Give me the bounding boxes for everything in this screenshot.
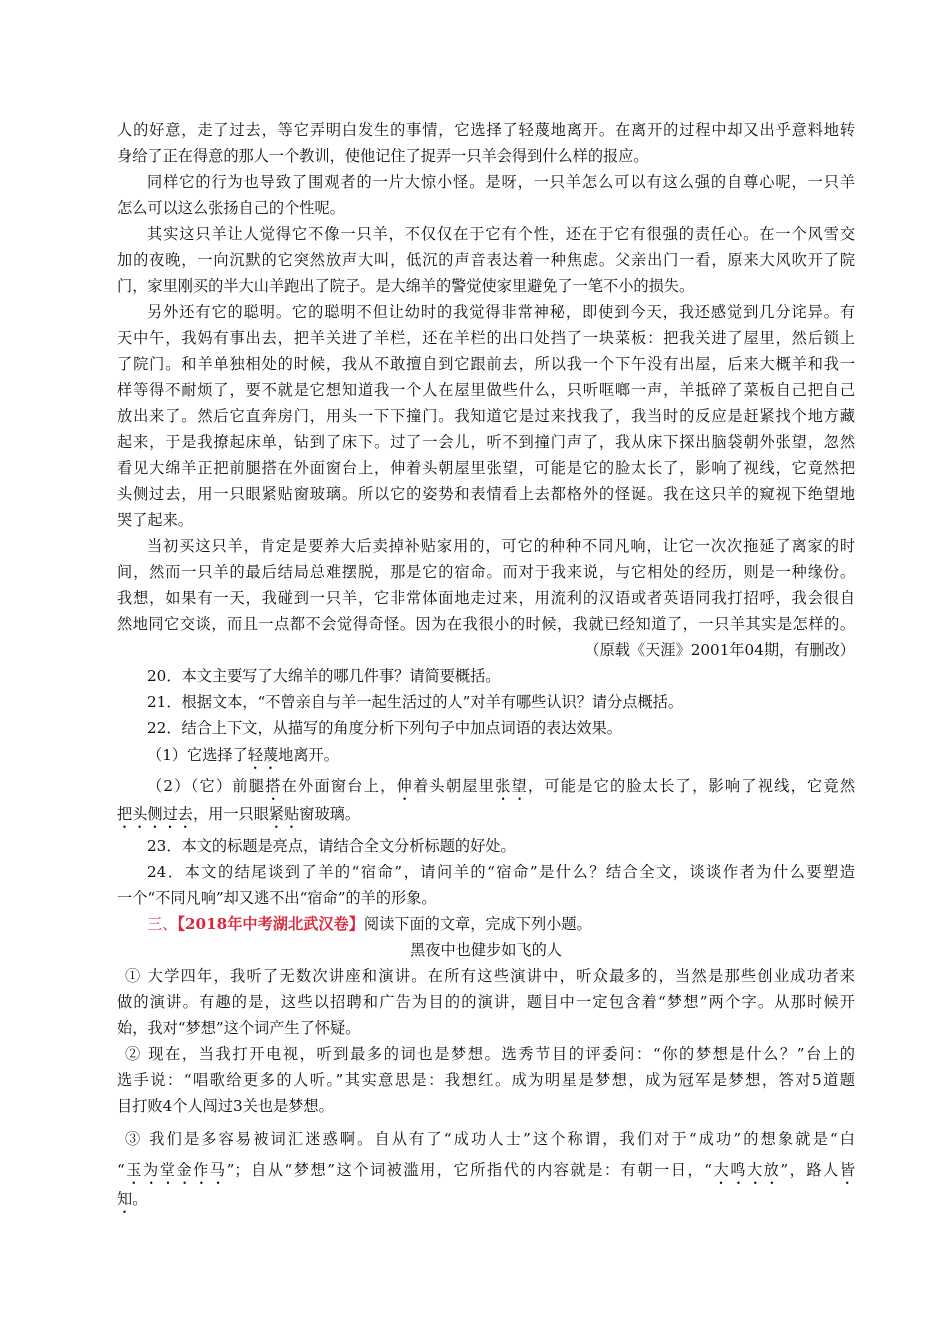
article-line: “玉为堂金作马”；自从“梦想”这个词被滥用，它所指代的内容就是：有朝一日，“大鸣大放”，路人皆 [117, 1161, 856, 1179]
passage-line: 其实这只羊让人觉得它不像一只羊，不仅仅在于它有个性，还在于它有很强的责任心。在一个风雪交 [147, 225, 855, 243]
passage-line: 怎么可以这么张扬自己的个性呢。 [117, 199, 345, 217]
section-3-header: 三、【2018年中考湖北武汉卷】阅读下面的文章，完成下列小题。 [147, 915, 592, 933]
exam-source-tag: 【2018年中考湖北武汉卷】 [177, 915, 364, 933]
passage-line: 身给了正在得意的那人一个教训，使他记住了捉弄一只羊会得到什么样的报应。 [117, 147, 649, 165]
article-line: 选手说：“唱歌给更多的人听。”其实意思是：我想红。成为明星是梦想，成为冠军是梦想，答对5道题 [117, 1071, 855, 1089]
article-line: ② 现在，当我打开电视，听到最多的词也是梦想。选秀节目的评委问：“你的梦想是什么？”台上的 [125, 1045, 855, 1063]
emphasized-word: 玉为堂金作马 [124, 1161, 227, 1179]
question-20: 20．本文主要写了大绵羊的哪几件事？请简要概括。 [147, 667, 501, 685]
passage-line: 我想，如果有一天，我碰到一只羊，它非常体面地走过来，用流利的汉语或者英语同我打招呼，我会很自 [117, 589, 855, 607]
question-22-item-2-cont: 把头侧过去，用一只眼紧贴窗玻璃。 [117, 805, 360, 823]
passage-line: 当初买这只羊，肯定是要养大后卖掉补贴家用的，可它的种种不同凡响，让它一次次拖延了离家的时 [147, 537, 855, 555]
passage-line: 同样它的行为也导致了围观者的一片大惊小怪。是呀，一只羊怎么可以有这么强的自尊心呢，一只羊 [147, 173, 855, 191]
emphasized-word: 大鸣大放 [712, 1161, 781, 1179]
question-22-item-2: （2）（它）前腿搭在外面窗台上，伸着头朝屋里张望，可能是它的脸太长了，影响了视线，它竟然 [147, 777, 856, 795]
passage-line: 样等得不耐烦了，要不就是它想知道我一个人在屋里做些什么，只听哐啷一声，羊抵碎了菜板自己把自己 [117, 381, 855, 399]
article-line: 做的演讲。有趣的是，这些以招聘和广告为目的的演讲，题目中一定包含着“梦想”两个字。从那时候开 [117, 993, 855, 1011]
article-line: 知。 [117, 1190, 148, 1208]
emphasized-word: 把头侧过去 [117, 805, 193, 823]
passage-line: 哭了起来。 [117, 511, 193, 529]
question-22: 22．结合上下文，从描写的角度分析下列句子中加点词语的表达效果。 [147, 719, 622, 737]
article-line: ③ 我们是多容易被词汇迷惑啊。自从有了“成功人士”这个称谓，我们对于“成功”的想象就是“白 [125, 1130, 855, 1148]
emphasized-word: 知 [117, 1190, 133, 1208]
article-title: 黑夜中也健步如飞的人 [410, 941, 562, 959]
passage-line: 间，然而一只羊的最后结局总难摆脱，那是它的宿命。而对于我来说，与它相处的经历，则是一种缘份。 [117, 563, 855, 581]
question-21: 21．根据文本，“不曾亲自与羊一起生活过的人”对羊有哪些认识？请分点概括。 [147, 693, 684, 711]
emphasized-word: 皆 [839, 1161, 856, 1179]
passage-line: 看见大绵羊正把前腿搭在外面窗台上，伸着头朝屋里张望，可能是它的脸太长了，影响了视线，它竟然把 [117, 459, 855, 477]
passage-line: 了院门。和羊单独相处的时候，我从不敢擅自到它跟前去，所以我一个下午没有出屋，后来大概羊和我一 [117, 355, 855, 373]
passage-source: （原载《天涯》2001年04期，有删改） [584, 641, 855, 659]
question-24-cont: 一个“不同凡响”却又逃不出“宿命”的羊的形象。 [117, 889, 437, 907]
emphasized-word: 轻蔑 [247, 746, 279, 764]
emphasized-word: 搭 [265, 777, 282, 795]
passage-line: 起来，于是我撩起床单，钻到了床下。过了一会儿，听不到撞门声了，我从床下探出脑袋朝外张望，忽然 [117, 433, 855, 451]
passage-line: 放出来了。然后它直奔房门，用头一下下撞门。我知道它是过来找我了，我当时的反应是赶紧找个地方藏 [117, 407, 855, 425]
passage-line: 另外还有它的聪明。它的聪明不但让幼时的我觉得非常神秘，即使到今天，我还感觉到几分诧异。有 [147, 303, 855, 321]
article-line: 始，我对“梦想”这个词产生了怀疑。 [117, 1019, 361, 1037]
question-24: 24．本文的结尾谈到了羊的“宿命”，请问羊的“宿命”是什么？结合全文，谈谈作者为什么要塑造 [147, 863, 855, 881]
passage-line: 人的好意，走了过去，等它弄明白发生的事情，它选择了轻蔑地离开。在离开的过程中却又出乎意料地转 [117, 121, 855, 139]
passage-line: 天中午，我妈有事出去，把羊关进了羊栏，还在羊栏的出口处挡了一块菜板：把我关进了屋里，然后锁上 [117, 329, 855, 347]
emphasized-word: 张望 [495, 777, 528, 795]
emphasized-word: 紧贴 [268, 805, 300, 823]
question-22-item-1: （1）它选择了轻蔑地离开。 [147, 746, 339, 764]
question-23: 23．本文的标题是亮点，请结合全文分析标题的好处。 [147, 837, 516, 855]
article-line: 目打败4个人闯过3关也是梦想。 [117, 1097, 334, 1115]
passage-line: 然地同它交谈，而且一点都不会觉得奇怪。因为在我很小的时候，我就已经知道了，一只羊其实是怎样的。 [117, 615, 855, 633]
passage-line: 加的夜晚，一向沉默的它突然放声大叫，低沉的声音表达着一种焦虑。父亲出门一看，原来大风吹开了院 [117, 251, 855, 269]
article-line: ① 大学四年，我听了无数次讲座和演讲。在所有这些演讲中，听众最多的，当然是那些创业成功者来 [125, 967, 855, 985]
passage-line: 头侧过去，用一只眼紧贴窗玻璃。所以它的姿势和表情看上去都格外的怪诞。我在这只羊的窥视下绝望地 [117, 485, 855, 503]
passage-line: 门，家里刚买的半大山羊跑出了院子。是大绵羊的警觉使家里避免了一笔不小的损失。 [117, 277, 695, 295]
emphasized-word: 伸 [396, 777, 413, 795]
